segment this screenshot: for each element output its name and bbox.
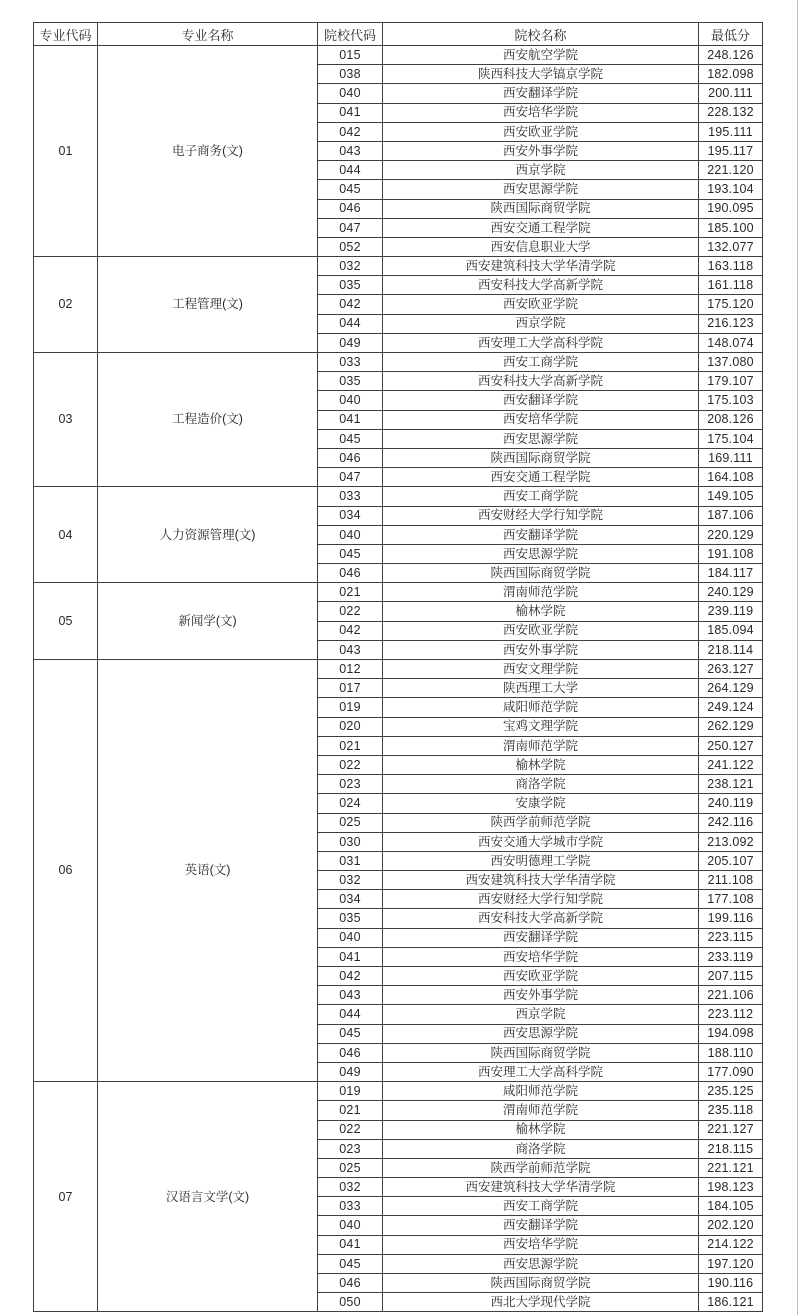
min-score-cell: 242.116 <box>699 813 763 832</box>
min-score-cell: 216.123 <box>699 314 763 333</box>
min-score-cell: 202.120 <box>699 1216 763 1235</box>
major-name-cell: 新闻学(文) <box>98 583 318 660</box>
college-code-cell: 030 <box>318 832 383 851</box>
college-code-cell: 023 <box>318 1139 383 1158</box>
college-name-cell: 西安培华学院 <box>383 410 699 429</box>
college-name-cell: 西安工商学院 <box>383 353 699 372</box>
min-score-cell: 240.119 <box>699 794 763 813</box>
college-code-cell: 044 <box>318 161 383 180</box>
min-score-cell: 163.118 <box>699 257 763 276</box>
column-header-major-code: 专业代码 <box>34 23 98 46</box>
min-score-cell: 184.105 <box>699 1197 763 1216</box>
college-name-cell: 渭南师范学院 <box>383 1101 699 1120</box>
college-code-cell: 031 <box>318 851 383 870</box>
min-score-cell: 263.127 <box>699 660 763 679</box>
college-name-cell: 西安外事学院 <box>383 141 699 160</box>
min-score-cell: 220.129 <box>699 525 763 544</box>
college-name-cell: 西安财经大学行知学院 <box>383 890 699 909</box>
min-score-cell: 211.108 <box>699 871 763 890</box>
college-code-cell: 043 <box>318 640 383 659</box>
table-row <box>34 583 763 602</box>
college-code-cell: 024 <box>318 794 383 813</box>
min-score-cell: 132.077 <box>699 237 763 256</box>
table-row <box>34 487 763 506</box>
min-score-cell: 264.129 <box>699 679 763 698</box>
college-name-cell: 陕西国际商贸学院 <box>383 1043 699 1062</box>
college-code-cell: 034 <box>318 506 383 525</box>
college-code-cell: 033 <box>318 487 383 506</box>
college-name-cell: 西安思源学院 <box>383 1254 699 1273</box>
college-code-cell: 025 <box>318 1158 383 1177</box>
table-header <box>34 23 763 46</box>
college-name-cell: 西安理工大学高科学院 <box>383 1062 699 1081</box>
min-score-cell: 149.105 <box>699 487 763 506</box>
min-score-cell: 221.127 <box>699 1120 763 1139</box>
min-score-cell: 187.106 <box>699 506 763 525</box>
min-score-cell: 241.122 <box>699 755 763 774</box>
major-name-cell: 人力资源管理(文) <box>98 487 318 583</box>
college-code-cell: 046 <box>318 1043 383 1062</box>
header-row <box>34 23 763 46</box>
min-score-cell: 250.127 <box>699 736 763 755</box>
min-score-cell: 195.117 <box>699 141 763 160</box>
college-code-cell: 019 <box>318 698 383 717</box>
table-row <box>34 353 763 372</box>
college-name-cell: 西北大学现代学院 <box>383 1293 699 1312</box>
college-code-cell: 034 <box>318 890 383 909</box>
college-name-cell: 西安欧亚学院 <box>383 967 699 986</box>
min-score-cell: 198.123 <box>699 1178 763 1197</box>
college-name-cell: 榆林学院 <box>383 755 699 774</box>
college-code-cell: 019 <box>318 1082 383 1101</box>
min-score-cell: 214.122 <box>699 1235 763 1254</box>
min-score-cell: 185.100 <box>699 218 763 237</box>
table-row <box>34 46 763 65</box>
college-code-cell: 015 <box>318 46 383 65</box>
min-score-cell: 177.090 <box>699 1062 763 1081</box>
college-code-cell: 021 <box>318 1101 383 1120</box>
college-name-cell: 西安欧亚学院 <box>383 295 699 314</box>
major-name-cell: 英语(文) <box>98 660 318 1082</box>
major-code-cell: 05 <box>34 583 98 660</box>
college-code-cell: 042 <box>318 295 383 314</box>
college-name-cell: 西安培华学院 <box>383 1235 699 1254</box>
college-code-cell: 022 <box>318 1120 383 1139</box>
min-score-cell: 193.104 <box>699 180 763 199</box>
college-name-cell: 陕西国际商贸学院 <box>383 1274 699 1293</box>
min-score-cell: 148.074 <box>699 333 763 352</box>
college-code-cell: 040 <box>318 1216 383 1235</box>
college-name-cell: 商洛学院 <box>383 1139 699 1158</box>
min-score-cell: 218.114 <box>699 640 763 659</box>
college-name-cell: 西安翻译学院 <box>383 84 699 103</box>
college-name-cell: 渭南师范学院 <box>383 736 699 755</box>
min-score-cell: 195.111 <box>699 122 763 141</box>
min-score-cell: 175.104 <box>699 429 763 448</box>
college-code-cell: 052 <box>318 237 383 256</box>
college-name-cell: 西安翻译学院 <box>383 928 699 947</box>
college-name-cell: 西安交通工程学院 <box>383 468 699 487</box>
college-code-cell: 046 <box>318 1274 383 1293</box>
college-name-cell: 西安建筑科技大学华清学院 <box>383 257 699 276</box>
college-code-cell: 041 <box>318 1235 383 1254</box>
college-code-cell: 043 <box>318 141 383 160</box>
min-score-cell: 191.108 <box>699 544 763 563</box>
college-name-cell: 西安思源学院 <box>383 544 699 563</box>
column-header-min-score: 最低分 <box>699 23 763 46</box>
min-score-cell: 208.126 <box>699 410 763 429</box>
college-name-cell: 西安科技大学高新学院 <box>383 372 699 391</box>
college-code-cell: 023 <box>318 775 383 794</box>
college-name-cell: 榆林学院 <box>383 602 699 621</box>
college-name-cell: 西京学院 <box>383 1005 699 1024</box>
college-code-cell: 040 <box>318 525 383 544</box>
college-code-cell: 017 <box>318 679 383 698</box>
college-code-cell: 032 <box>318 257 383 276</box>
college-code-cell: 045 <box>318 180 383 199</box>
min-score-cell: 235.125 <box>699 1082 763 1101</box>
min-score-cell: 221.121 <box>699 1158 763 1177</box>
min-score-cell: 197.120 <box>699 1254 763 1273</box>
college-code-cell: 045 <box>318 1024 383 1043</box>
college-code-cell: 045 <box>318 429 383 448</box>
college-name-cell: 西安欧亚学院 <box>383 621 699 640</box>
table-body <box>34 46 763 1312</box>
college-name-cell: 西安培华学院 <box>383 103 699 122</box>
column-header-college-code: 院校代码 <box>318 23 383 46</box>
major-code-cell: 07 <box>34 1082 98 1312</box>
min-score-cell: 262.129 <box>699 717 763 736</box>
college-name-cell: 西安思源学院 <box>383 180 699 199</box>
college-name-cell: 咸阳师范学院 <box>383 1082 699 1101</box>
college-code-cell: 045 <box>318 544 383 563</box>
table-row <box>34 1082 763 1101</box>
college-code-cell: 049 <box>318 1062 383 1081</box>
column-header-college-name: 院校名称 <box>383 23 699 46</box>
college-name-cell: 西安科技大学高新学院 <box>383 276 699 295</box>
college-code-cell: 035 <box>318 909 383 928</box>
college-name-cell: 陕西国际商贸学院 <box>383 199 699 218</box>
min-score-cell: 164.108 <box>699 468 763 487</box>
major-name-cell: 工程造价(文) <box>98 353 318 487</box>
min-score-cell: 177.108 <box>699 890 763 909</box>
min-score-cell: 179.107 <box>699 372 763 391</box>
college-code-cell: 032 <box>318 871 383 890</box>
college-name-cell: 陕西学前师范学院 <box>383 1158 699 1177</box>
college-name-cell: 西安建筑科技大学华清学院 <box>383 1178 699 1197</box>
college-code-cell: 033 <box>318 353 383 372</box>
college-code-cell: 042 <box>318 122 383 141</box>
page-edge-line <box>797 0 798 1315</box>
college-code-cell: 040 <box>318 391 383 410</box>
table-row <box>34 257 763 276</box>
college-name-cell: 陕西国际商贸学院 <box>383 564 699 583</box>
college-code-cell: 040 <box>318 84 383 103</box>
college-name-cell: 西安翻译学院 <box>383 1216 699 1235</box>
college-name-cell: 宝鸡文理学院 <box>383 717 699 736</box>
major-code-cell: 06 <box>34 660 98 1082</box>
min-score-cell: 190.095 <box>699 199 763 218</box>
major-name-cell: 汉语言文学(文) <box>98 1082 318 1312</box>
college-name-cell: 西安外事学院 <box>383 640 699 659</box>
college-name-cell: 西安思源学院 <box>383 1024 699 1043</box>
college-name-cell: 西安工商学院 <box>383 1197 699 1216</box>
college-name-cell: 榆林学院 <box>383 1120 699 1139</box>
college-name-cell: 陕西国际商贸学院 <box>383 448 699 467</box>
min-score-cell: 228.132 <box>699 103 763 122</box>
college-name-cell: 西京学院 <box>383 314 699 333</box>
major-name-cell: 电子商务(文) <box>98 46 318 257</box>
min-score-cell: 213.092 <box>699 832 763 851</box>
college-code-cell: 042 <box>318 621 383 640</box>
college-name-cell: 西安文理学院 <box>383 660 699 679</box>
major-code-cell: 02 <box>34 257 98 353</box>
college-code-cell: 041 <box>318 410 383 429</box>
college-code-cell: 025 <box>318 813 383 832</box>
min-score-cell: 194.098 <box>699 1024 763 1043</box>
college-code-cell: 021 <box>318 736 383 755</box>
college-code-cell: 041 <box>318 103 383 122</box>
college-code-cell: 044 <box>318 1005 383 1024</box>
min-score-cell: 238.121 <box>699 775 763 794</box>
min-score-cell: 249.124 <box>699 698 763 717</box>
college-code-cell: 046 <box>318 564 383 583</box>
min-score-cell: 169.111 <box>699 448 763 467</box>
college-code-cell: 042 <box>318 967 383 986</box>
min-score-cell: 223.112 <box>699 1005 763 1024</box>
college-name-cell: 咸阳师范学院 <box>383 698 699 717</box>
min-score-cell: 240.129 <box>699 583 763 602</box>
college-name-cell: 渭南师范学院 <box>383 583 699 602</box>
college-name-cell: 西安思源学院 <box>383 429 699 448</box>
min-score-cell: 200.111 <box>699 84 763 103</box>
college-code-cell: 022 <box>318 602 383 621</box>
min-score-cell: 185.094 <box>699 621 763 640</box>
column-header-major-name: 专业名称 <box>98 23 318 46</box>
min-score-cell: 199.116 <box>699 909 763 928</box>
min-score-cell: 233.119 <box>699 947 763 966</box>
college-name-cell: 西安建筑科技大学华清学院 <box>383 871 699 890</box>
college-name-cell: 西安明德理工学院 <box>383 851 699 870</box>
college-code-cell: 049 <box>318 333 383 352</box>
min-score-cell: 239.119 <box>699 602 763 621</box>
college-code-cell: 021 <box>318 583 383 602</box>
college-name-cell: 西安理工大学高科学院 <box>383 333 699 352</box>
college-name-cell: 西安翻译学院 <box>383 391 699 410</box>
major-code-cell: 03 <box>34 353 98 487</box>
college-code-cell: 045 <box>318 1254 383 1273</box>
college-name-cell: 西安交通工程学院 <box>383 218 699 237</box>
college-code-cell: 046 <box>318 199 383 218</box>
college-name-cell: 陕西学前师范学院 <box>383 813 699 832</box>
college-code-cell: 046 <box>318 448 383 467</box>
college-name-cell: 安康学院 <box>383 794 699 813</box>
college-name-cell: 西安航空学院 <box>383 46 699 65</box>
admission-score-table <box>33 22 763 1312</box>
min-score-cell: 137.080 <box>699 353 763 372</box>
college-code-cell: 012 <box>318 660 383 679</box>
college-name-cell: 西京学院 <box>383 161 699 180</box>
min-score-cell: 223.115 <box>699 928 763 947</box>
college-code-cell: 047 <box>318 218 383 237</box>
min-score-cell: 221.106 <box>699 986 763 1005</box>
college-name-cell: 西安欧亚学院 <box>383 122 699 141</box>
min-score-cell: 248.126 <box>699 46 763 65</box>
min-score-cell: 205.107 <box>699 851 763 870</box>
college-code-cell: 050 <box>318 1293 383 1312</box>
college-code-cell: 047 <box>318 468 383 487</box>
college-name-cell: 西安财经大学行知学院 <box>383 506 699 525</box>
min-score-cell: 186.121 <box>699 1293 763 1312</box>
min-score-cell: 190.116 <box>699 1274 763 1293</box>
min-score-cell: 175.120 <box>699 295 763 314</box>
college-name-cell: 西安信息职业大学 <box>383 237 699 256</box>
college-code-cell: 044 <box>318 314 383 333</box>
min-score-cell: 235.118 <box>699 1101 763 1120</box>
college-code-cell: 041 <box>318 947 383 966</box>
min-score-cell: 207.115 <box>699 967 763 986</box>
college-name-cell: 西安交通大学城市学院 <box>383 832 699 851</box>
college-name-cell: 西安外事学院 <box>383 986 699 1005</box>
college-code-cell: 032 <box>318 1178 383 1197</box>
min-score-cell: 221.120 <box>699 161 763 180</box>
college-code-cell: 035 <box>318 372 383 391</box>
min-score-cell: 161.118 <box>699 276 763 295</box>
table-row <box>34 660 763 679</box>
college-name-cell: 陕西理工大学 <box>383 679 699 698</box>
college-code-cell: 035 <box>318 276 383 295</box>
college-name-cell: 西安培华学院 <box>383 947 699 966</box>
college-name-cell: 商洛学院 <box>383 775 699 794</box>
college-code-cell: 040 <box>318 928 383 947</box>
college-code-cell: 020 <box>318 717 383 736</box>
major-code-cell: 04 <box>34 487 98 583</box>
college-name-cell: 西安翻译学院 <box>383 525 699 544</box>
major-code-cell: 01 <box>34 46 98 257</box>
min-score-cell: 218.115 <box>699 1139 763 1158</box>
college-code-cell: 033 <box>318 1197 383 1216</box>
major-name-cell: 工程管理(文) <box>98 257 318 353</box>
min-score-cell: 188.110 <box>699 1043 763 1062</box>
min-score-cell: 182.098 <box>699 65 763 84</box>
college-code-cell: 043 <box>318 986 383 1005</box>
college-code-cell: 038 <box>318 65 383 84</box>
college-code-cell: 022 <box>318 755 383 774</box>
college-name-cell: 陕西科技大学镐京学院 <box>383 65 699 84</box>
college-name-cell: 西安工商学院 <box>383 487 699 506</box>
min-score-cell: 175.103 <box>699 391 763 410</box>
college-name-cell: 西安科技大学高新学院 <box>383 909 699 928</box>
min-score-cell: 184.117 <box>699 564 763 583</box>
